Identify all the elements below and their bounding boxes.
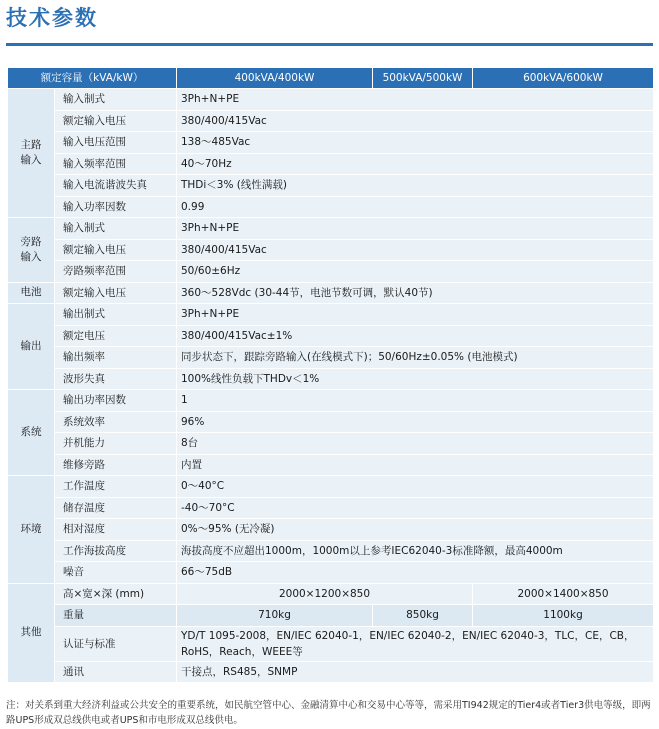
- param-name: 噪音: [55, 562, 177, 584]
- param-name: 通讯: [55, 661, 177, 683]
- cert-value: YD/T 1095-2008，EN/IEC 62040-1，EN/IEC 62040-2，EN/IEC 62040-3，TLC，CE，CB，RoHS，Reach，WEEE等: [177, 626, 654, 661]
- param-value: 3Ph+N+PE: [177, 89, 654, 111]
- param-name: 维修旁路: [55, 454, 177, 476]
- table-row: [8, 110, 654, 132]
- param-name: 输入制式: [55, 89, 177, 111]
- comm-value: 干接点，RS485，SNMP: [177, 661, 654, 683]
- table-row: [8, 562, 654, 584]
- group-label: 系统: [8, 390, 55, 476]
- param-name: 并机能力: [55, 433, 177, 455]
- param-value: 3Ph+N+PE: [177, 304, 654, 326]
- table-row: [8, 261, 654, 283]
- group-label: 主路 输入: [8, 89, 55, 218]
- param-value: 40～70Hz: [177, 153, 654, 175]
- param-name: 输出功率因数: [55, 390, 177, 412]
- param-name: 输入功率因数: [55, 196, 177, 218]
- param-value: 0%～95% (无冷凝): [177, 519, 654, 541]
- weight-value-2: 1100kg: [473, 605, 654, 627]
- header-row: [8, 68, 654, 89]
- page-title: 技术参数: [6, 6, 98, 30]
- weight-value-0: 710kg: [177, 605, 373, 627]
- group-label: 旁路 输入: [8, 218, 55, 283]
- spec-table: [7, 67, 654, 683]
- group-label: 其他: [8, 583, 55, 683]
- table-row: [8, 519, 654, 541]
- table-row: [8, 605, 654, 627]
- param-name: 高×宽×深 (mm): [55, 583, 177, 605]
- param-name: 额定电压: [55, 325, 177, 347]
- table-row: [8, 153, 654, 175]
- table-row: [8, 304, 654, 326]
- param-name: 额定输入电压: [55, 239, 177, 261]
- param-value: 50/60±6Hz: [177, 261, 654, 283]
- param-value: 138～485Vac: [177, 132, 654, 154]
- param-name: 系统效率: [55, 411, 177, 433]
- param-name: 认证与标准: [55, 626, 177, 661]
- header-capacity-0: 400kVA/400kW: [177, 68, 373, 89]
- table-row: [8, 661, 654, 683]
- param-value: 1: [177, 390, 654, 412]
- header-capacity-1: 500kVA/500kW: [373, 68, 473, 89]
- param-value: THDi＜3% (线性满载): [177, 175, 654, 197]
- param-name: 输入制式: [55, 218, 177, 240]
- param-name: 储存温度: [55, 497, 177, 519]
- param-value: 100%线性负载下THDv＜1%: [177, 368, 654, 390]
- param-value: 380/400/415Vac: [177, 239, 654, 261]
- param-value: 0～40°C: [177, 476, 654, 498]
- param-value: 0.99: [177, 196, 654, 218]
- table-row: [8, 454, 654, 476]
- table-row: [8, 282, 654, 304]
- table-row: [8, 218, 654, 240]
- table-row: [8, 325, 654, 347]
- table-row: [8, 626, 654, 661]
- table-row: [8, 196, 654, 218]
- dims-value-600: 2000×1400×850: [473, 583, 654, 605]
- table-row: [8, 89, 654, 111]
- table-row: [8, 476, 654, 498]
- weight-value-1: 850kg: [373, 605, 473, 627]
- table-row: [8, 497, 654, 519]
- group-label: 输出: [8, 304, 55, 390]
- title-underline: [6, 43, 653, 46]
- param-name: 工作海拔高度: [55, 540, 177, 562]
- param-name: 输入频率范围: [55, 153, 177, 175]
- dims-value-400-500: 2000×1200×850: [177, 583, 473, 605]
- table-row: [8, 347, 654, 369]
- table-row: [8, 368, 654, 390]
- param-name: 输入电压范围: [55, 132, 177, 154]
- param-name: 重量: [55, 605, 177, 627]
- table-row: [8, 433, 654, 455]
- table-row: [8, 583, 654, 605]
- param-name: 额定输入电压: [55, 282, 177, 304]
- table-row: [8, 411, 654, 433]
- group-label: 环境: [8, 476, 55, 584]
- group-label: 电池: [8, 282, 55, 304]
- table-row: [8, 175, 654, 197]
- param-name: 工作温度: [55, 476, 177, 498]
- table-row: [8, 390, 654, 412]
- param-value: 96%: [177, 411, 654, 433]
- param-value: 380/400/415Vac±1%: [177, 325, 654, 347]
- param-value: -40～70°C: [177, 497, 654, 519]
- param-value: 8台: [177, 433, 654, 455]
- param-name: 输出频率: [55, 347, 177, 369]
- param-name: 额定输入电压: [55, 110, 177, 132]
- param-value: 3Ph+N+PE: [177, 218, 654, 240]
- header-capacity-2: 600kVA/600kW: [473, 68, 654, 89]
- param-name: 旁路频率范围: [55, 261, 177, 283]
- param-value: 360～528Vdc (30-44节，电池节数可调，默认40节): [177, 282, 654, 304]
- header-param-label: 额定容量（kVA/kW）: [8, 68, 177, 89]
- table-row: [8, 239, 654, 261]
- param-name: 波形失真: [55, 368, 177, 390]
- param-name: 相对湿度: [55, 519, 177, 541]
- param-value: 380/400/415Vac: [177, 110, 654, 132]
- param-name: 输出制式: [55, 304, 177, 326]
- param-value: 海拔高度不应超出1000m，1000m以上参考IEC62040-3标准降额，最高4000m: [177, 540, 654, 562]
- param-value: 内置: [177, 454, 654, 476]
- table-row: [8, 540, 654, 562]
- footnote: 注：对关系到重大经济利益或公共安全的重要系统，如民航空管中心、金融清算中心和交易中心等等，需采用TI942规定的Tier4或者Tier3供电等级，即两路UPS形成双总线供电或者UPS和市电形成双总线供电。: [6, 700, 651, 726]
- param-name: 输入电流谐波失真: [55, 175, 177, 197]
- param-value: 66～75dB: [177, 562, 654, 584]
- param-value: 同步状态下，跟踪旁路输入(在线模式下)；50/60Hz±0.05% (电池模式): [177, 347, 654, 369]
- table-row: [8, 132, 654, 154]
